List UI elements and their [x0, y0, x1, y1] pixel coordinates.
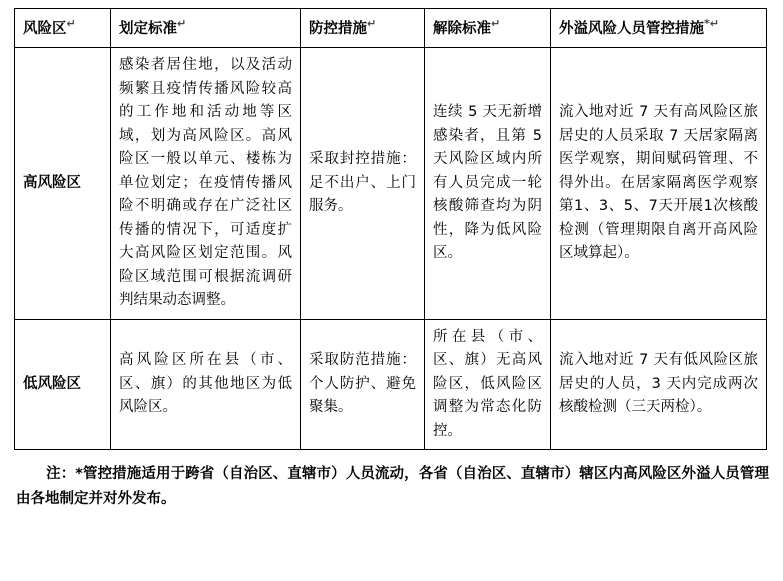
table-header [15, 9, 767, 48]
column-header-spillover-measures: 外溢风险人员管控措施*↵ [551, 9, 767, 48]
cell-high-risk-spillover-measures: 流入地对近 7 天有高风险区旅居史的人员采取 7 天居家隔离医学观察，期间赋码管理、不得外出。在居家隔离医学观察第1、3、5、7天开展1次核酸检测（管理期限自离开高风险区域算起）。 [551, 48, 767, 319]
pilcrow-mark-0: ↵ [66, 17, 76, 30]
cell-low-risk-criteria: 高风险区所在县（市、区、旗）的其他地区为低风险区。 [111, 319, 301, 449]
cell-high-risk-release-criteria: 连续 5 天无新增感染者，且第 5 天风险区域内所有人员完成一轮核酸筛查均为阴性，降为低风险区。 [425, 48, 551, 319]
column-header-control-measures: 防控措施↵ [301, 9, 425, 48]
table-row [15, 319, 767, 449]
pilcrow-mark-1: ↵ [177, 17, 187, 30]
cell-high-risk-control-measures: 采取封控措施：足不出户、上门服务。 [301, 48, 425, 319]
table-footnote [14, 462, 769, 511]
column-header-criteria: 划定标准↵ [111, 9, 301, 48]
risk-zone-table [14, 8, 767, 450]
table-header-row [15, 9, 767, 48]
pilcrow-mark-2: ↵ [367, 17, 377, 30]
pilcrow-mark-3: ↵ [491, 17, 501, 30]
cell-low-risk-control-measures: 采取防范措施：个人防护、避免聚集。 [301, 319, 425, 449]
table-body [15, 48, 767, 450]
column-header-release-criteria: 解除标准↵ [425, 9, 551, 48]
column-header-risk-zone: 风险区↵ [15, 9, 111, 48]
cell-low-risk-release-criteria: 所在县（市、区、旗）无高风险区，低风险区调整为常态化防控。 [425, 319, 551, 449]
footnote-text: 注：*管控措施适用于跨省（自治区、直辖市）人员流动，各省（自治区、直辖市）辖区内高风险区外溢人员管理由各地制定并对外发布。 [16, 466, 769, 507]
table-row [15, 48, 767, 319]
row-label-low-risk: 低风险区 [15, 319, 111, 449]
cell-low-risk-spillover-measures: 流入地对近 7 天有低风险区旅居史的人员，3 天内完成两次核酸检测（三天两检）。 [551, 319, 767, 449]
row-label-high-risk: 高风险区 [15, 48, 111, 319]
pilcrow-mark-4: *↵ [704, 17, 719, 30]
cell-high-risk-criteria: 感染者居住地，以及活动频繁且疫情传播风险较高的工作地和活动地等区域，划为高风险区。高风险区一般以单元、楼栋为单位划定；在疫情传播风险不明确或存在广泛社区传播的情况下，可适度扩大高风险区划定范围。风险区域范围可根据流调研判结果动态调整。 [111, 48, 301, 319]
